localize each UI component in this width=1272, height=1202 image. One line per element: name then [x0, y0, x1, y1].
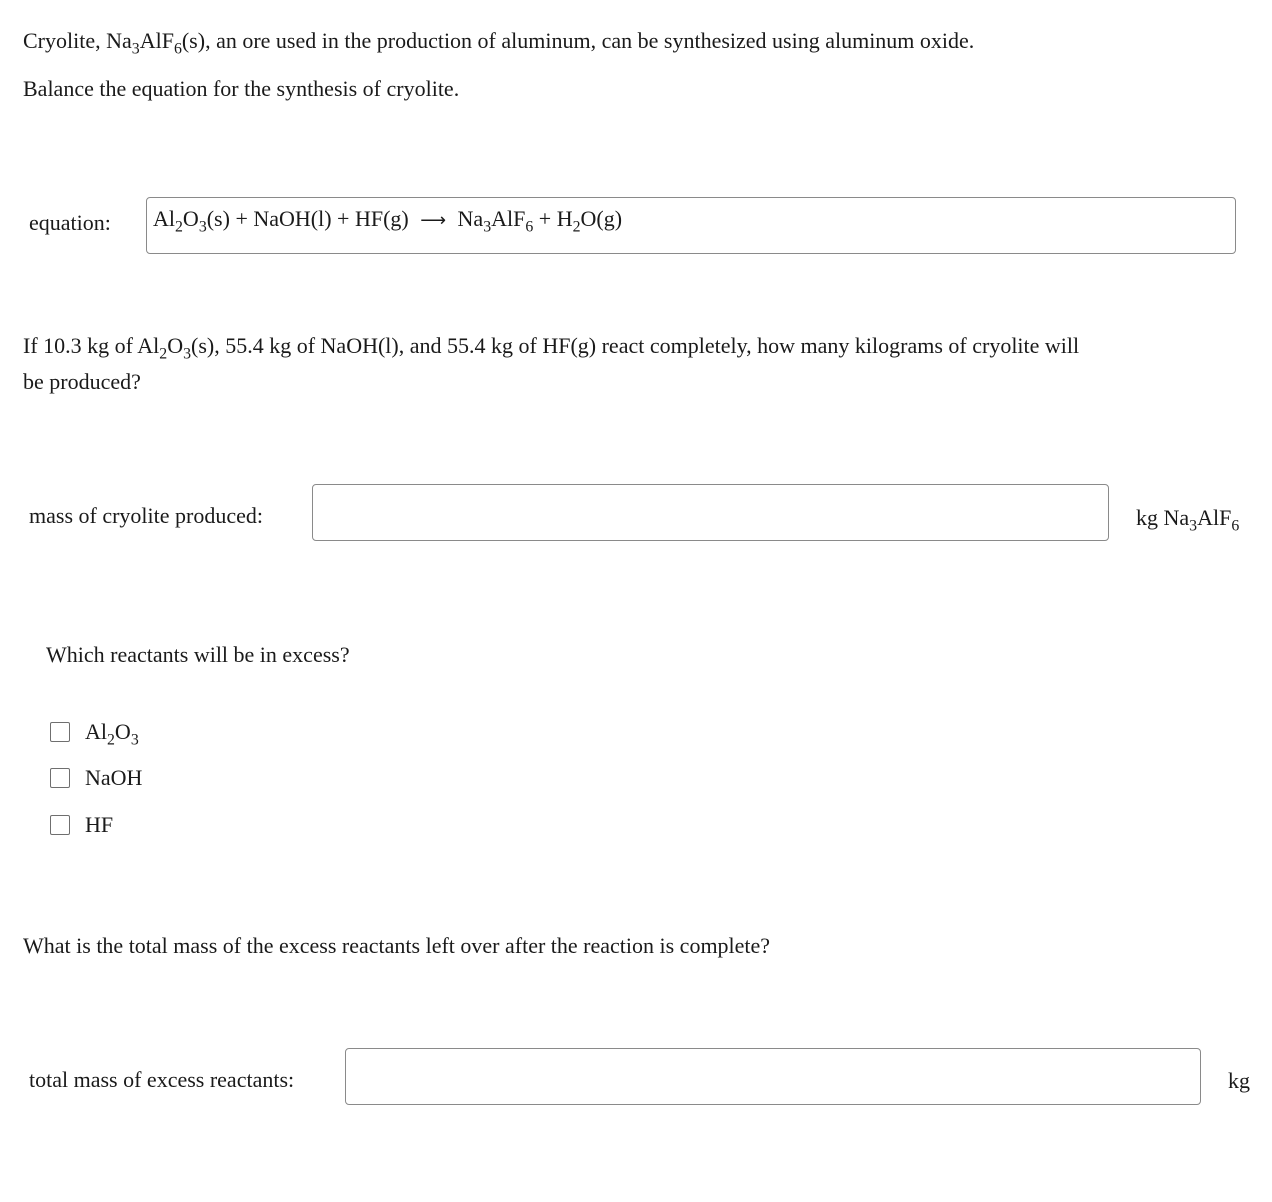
excess-question: Which reactants will be in excess? — [46, 642, 350, 667]
excess-mass-unit: kg — [1228, 1068, 1250, 1093]
question-2: What is the total mass of the excess reactants left over after the reaction is complete? — [23, 933, 771, 958]
reactant-option-hf[interactable] — [50, 812, 113, 838]
reactant-label-al2o3: $Al_2O_3$ — [85, 719, 139, 749]
excess-mass-label: total mass of excess reactants: — [29, 1067, 295, 1092]
mass-cryolite-unit: kg $Na_3AlF_6$ — [1136, 505, 1240, 535]
equation-text: $Al_2O_3(s)$ + NaOH(l) + HF(g) ⟶ $Na_3AlF_6 + H_2O(g)$ — [153, 206, 623, 236]
instruction-text: Balance the equation for the synthesis of cryolite. — [23, 76, 460, 101]
checkbox-hf[interactable] — [50, 815, 70, 835]
equation-label: equation: — [29, 210, 111, 235]
reactant-label-hf: HF — [85, 812, 114, 837]
checkbox-naoh[interactable] — [50, 768, 70, 788]
reactant-label-naoh: NaOH — [85, 765, 143, 790]
equation-field[interactable] — [146, 197, 1236, 254]
mass-cryolite-input[interactable] — [312, 484, 1109, 541]
reactant-option-al2o3[interactable] — [50, 719, 139, 749]
excess-mass-input[interactable] — [345, 1048, 1201, 1105]
reactant-option-naoh[interactable] — [50, 765, 142, 791]
checkbox-al2o3[interactable] — [50, 722, 70, 742]
intro-text: Cryolite, $Na_3AlF_6(s)$, an ore used in the production of aluminum, can be synthesized using aluminum oxide. — [23, 28, 975, 58]
question-1-line2: be produced? — [23, 369, 141, 394]
question-1-line1: If 10.3 kg of $Al_2O_3(s)$, 55.4 kg of NaOH(l), and 55.4 kg of HF(g) react completely, how many kilograms of cryolite will — [23, 333, 1080, 363]
reaction-arrow-icon: ⟶ — [420, 210, 447, 231]
mass-cryolite-label: mass of cryolite produced: — [29, 503, 263, 528]
